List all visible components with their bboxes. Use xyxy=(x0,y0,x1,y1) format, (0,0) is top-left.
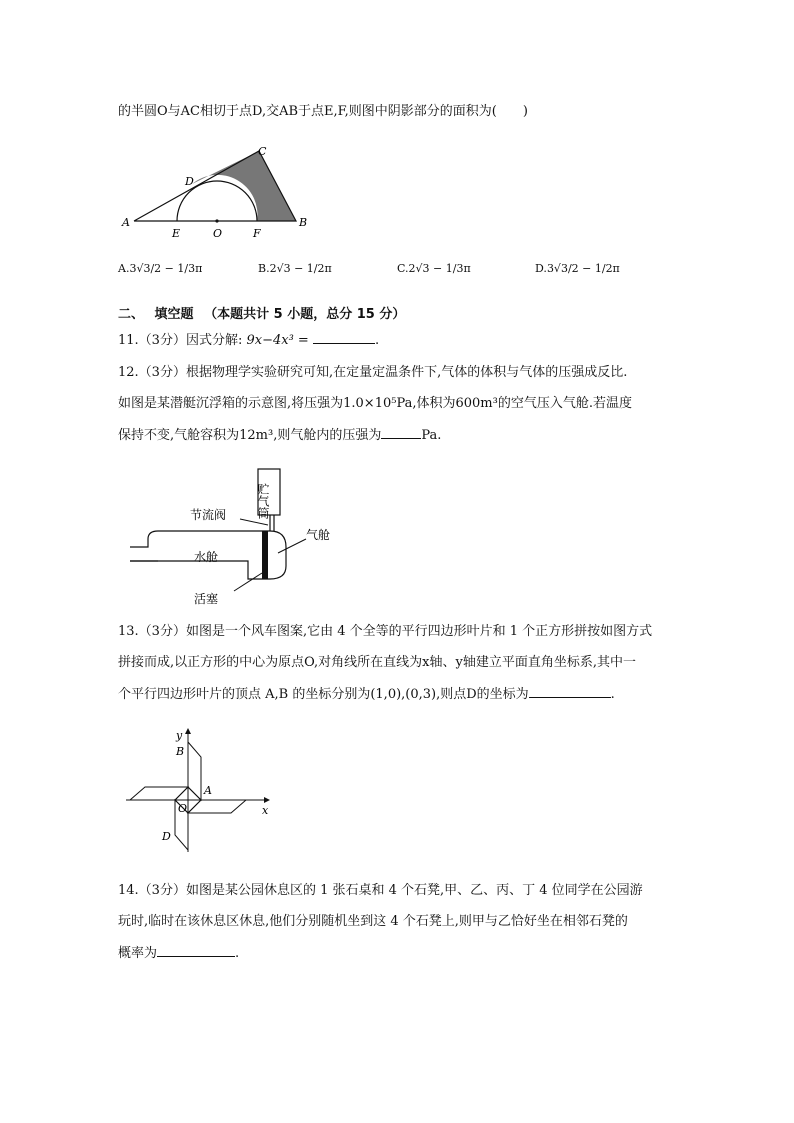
q10-label-e: E xyxy=(172,227,181,240)
q13-line3 xyxy=(118,685,615,704)
q14-line3-text: 概率为 xyxy=(118,946,158,961)
q13-line1: 13.（3分）如图是一个风车图案,它由 4 个全等的平行四边形叶片和 1 个正方形拼按如图方式 xyxy=(118,624,653,639)
q10-label-a: A xyxy=(122,216,130,229)
q12-label-piston: 活塞 xyxy=(194,592,219,606)
q13-label-a: A xyxy=(204,784,212,797)
q10-option-b[interactable] xyxy=(258,262,332,275)
q12-line1: 12.（3分）根据物理学实验研究可知,在定量定温条件下,气体的体积与气体的压强成反比. xyxy=(118,365,628,380)
q14-line1: 14.（3分）如图是某公园休息区的 1 张石桌和 4 个石凳,甲、乙、丙、丁 4 位同学在公园游 xyxy=(118,883,643,898)
q12-answer-blank[interactable] xyxy=(381,426,421,439)
option-label: A. xyxy=(118,262,130,275)
section-title: 填空题 xyxy=(154,307,194,322)
q10-option-c[interactable] xyxy=(397,262,471,275)
q13-label-b: B xyxy=(176,745,185,758)
q11-expr: 9x−4x³ = xyxy=(246,333,309,348)
q10-option-d[interactable] xyxy=(535,262,620,275)
q14-line3 xyxy=(118,944,239,963)
section-note: （本题共计 5 小题，总分 15 分） xyxy=(204,307,406,322)
q14-line3-end: . xyxy=(235,946,240,961)
q12-label-water: 水舱 xyxy=(194,550,219,564)
q13-label-y: y xyxy=(176,729,183,742)
q12-line3-text: 保持不变,气舱容积为12m³,则气舱内的压强为 xyxy=(118,428,382,443)
q12-label-chamber: 气舱 xyxy=(306,528,331,542)
q11-prefix: 11.（3分）因式分解: xyxy=(118,333,243,348)
section-heading xyxy=(118,303,405,322)
option-label: D. xyxy=(535,262,547,275)
q13-line2: 拼接而成,以正方形的中心为原点O,对角线所在直线为x轴、y轴建立平面直角坐标系,其中一 xyxy=(118,655,636,670)
q12-line2: 如图是某潜艇沉浮箱的示意图,将压强为1.0×10⁵Pa,体积为600m³的空气压入气舱.若温度 xyxy=(118,396,632,411)
q11-end: . xyxy=(374,333,380,348)
option-text: 3√3/2 − 1/2π xyxy=(546,262,620,275)
q13-answer-blank[interactable] xyxy=(529,685,611,698)
q10-figure xyxy=(118,142,318,242)
q13-line3-end: . xyxy=(610,687,615,702)
q12-label-tank: 贮气筒 xyxy=(256,483,270,519)
option-text: 2√3 − 1/3π xyxy=(408,262,471,275)
q11-answer-blank[interactable] xyxy=(313,331,375,344)
q12-figure xyxy=(118,463,378,608)
q13-figure xyxy=(118,722,278,857)
q10-option-a[interactable] xyxy=(118,262,202,275)
q13-label-x: x xyxy=(262,804,269,817)
option-label: C. xyxy=(397,262,409,275)
q12-line3-unit: Pa. xyxy=(421,428,442,443)
q12-line3 xyxy=(118,426,441,445)
q11 xyxy=(118,331,379,350)
q14-answer-blank[interactable] xyxy=(157,944,235,957)
q10-label-o: O xyxy=(213,227,223,240)
q14-line2: 玩时,临时在该休息区休息,他们分别随机坐到这 4 个石凳上,则甲与乙恰好坐在相邻石凳的 xyxy=(118,914,628,929)
q13-line3-text: 个平行四边形叶片的顶点 A,B 的坐标分别为(1,0),(0,3),则点D的坐标为 xyxy=(118,687,529,702)
q12-label-valve: 节流阀 xyxy=(190,508,227,522)
option-label: B. xyxy=(258,262,270,275)
q10-label-d: D xyxy=(185,175,194,188)
q13-label-o: O xyxy=(178,802,188,815)
q10-label-b: B xyxy=(299,216,308,229)
q10-label-c: C xyxy=(258,145,267,158)
q10-label-f: F xyxy=(253,227,261,240)
q10-stem-tail: 的半圆O与AC相切于点D,交AB于点E,F,则图中阴影部分的面积为( ) xyxy=(118,104,528,119)
q13-label-d: D xyxy=(162,830,171,843)
option-text: 2√3 − 1/2π xyxy=(269,262,332,275)
option-text: 3√3/2 − 1/3π xyxy=(129,262,203,275)
section-number: 二、 xyxy=(118,307,145,322)
